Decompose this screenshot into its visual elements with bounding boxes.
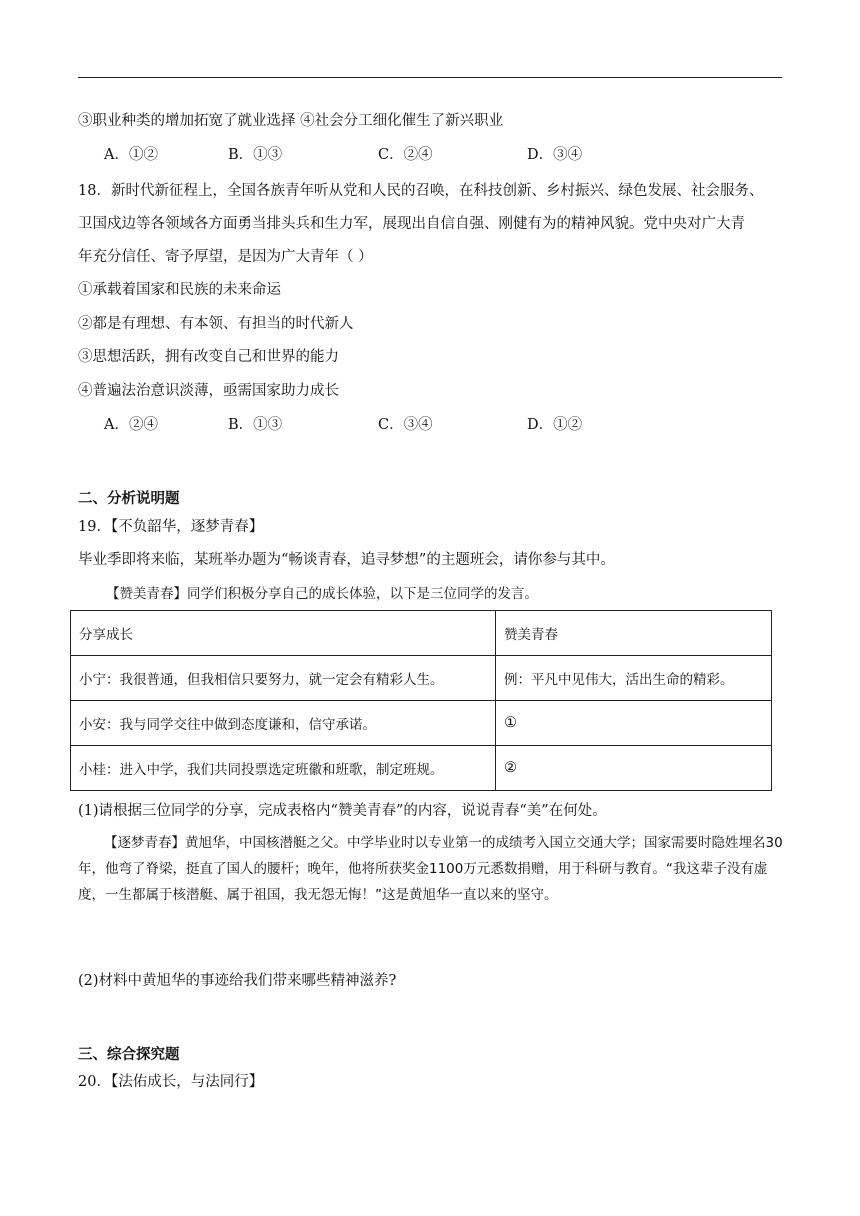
q18-item-4: ④普遍法治意识淡薄，亟需国家助力成长 <box>78 383 339 399</box>
table-cell: 小安：我与同学交往中做到态度谦和，信守承诺。 <box>71 701 496 746</box>
q18-item-2: ②都是有理想、有本领、有担当的时代新人 <box>78 316 354 332</box>
q18-stem-line2: 卫国戍边等各领域各方面勇当排头兵和生力军，展现出自信自强、刚健有为的精神风貌。党中央对广大青 <box>78 216 745 232</box>
section3-title: 三、综合探究题 <box>78 1046 180 1063</box>
q17-option-d: D．③④ <box>527 147 583 163</box>
q17-statement-tail: ③职业种类的增加拓宽了就业选择 ④社会分工细化催生了新兴职业 <box>78 113 504 129</box>
q19-zhumeng-paragraph: 【逐梦青春】黄旭华，中国核潜艇之父。中学毕业时以专业第一的成绩考入国立交通大学；国家需要时隐姓埋名30年，他弯了脊梁，挺直了国人的腰杆；晚年，他将所获奖金1100万元悉数捐赠，用于科研与教育。“我这辈子没有虚度，一生都属于核潜艇、属于祖国，我无怨无悔！”这是黄旭华一直以来的坚守。 <box>78 835 783 903</box>
q19-subquestion-1: (1)请根据三位同学的分享，完成表格内“赞美青春”的内容，说说青春“美”在何处。 <box>78 803 607 819</box>
q18-option-b: B．①③ <box>228 417 283 433</box>
q18-stem-line1: 18．新时代新征程上，全国各族青年听从党和人民的召唤，在科技创新、乡村振兴、绿色发展、社会服务、 <box>78 183 764 199</box>
header-rule <box>78 77 782 78</box>
q19-zanmei-lead: 【赞美青春】同学们积极分享自己的成长体验，以下是三位同学的发言。 <box>106 586 538 602</box>
table-header-row <box>71 611 772 656</box>
q19-title: 19．【不负韶华，逐梦青春】 <box>78 519 264 535</box>
q19-intro: 毕业季即将来临，某班举办题为“畅谈青春，追寻梦想”的主题班会，请你参与其中。 <box>78 552 615 568</box>
q18-option-a: A．②④ <box>104 417 158 433</box>
table-cell: 小桂：进入中学，我们共同投票选定班徽和班歌，制定班规。 <box>71 746 496 791</box>
q20-title: 20．【法佑成长，与法同行】 <box>78 1074 264 1090</box>
table-header-cell: 赞美青春 <box>496 611 772 656</box>
table-row <box>71 701 772 746</box>
sharing-table <box>70 610 772 791</box>
table-header-cell: 分享成长 <box>71 611 496 656</box>
q17-option-a: A．①② <box>104 147 158 163</box>
q18-option-c: C．③④ <box>378 417 433 433</box>
table-cell: 小宁：我很普通，但我相信只要努力，就一定会有精彩人生。 <box>71 656 496 701</box>
q17-option-b: B．①③ <box>228 147 283 163</box>
table-cell: ① <box>496 701 772 746</box>
section2-title: 二、分析说明题 <box>78 490 180 507</box>
table-row <box>71 656 772 701</box>
q18-item-1: ①承载着国家和民族的未来命运 <box>78 282 281 298</box>
q17-option-c: C．②④ <box>378 147 433 163</box>
q18-option-d: D．①② <box>527 417 583 433</box>
table-cell: 例：平凡中见伟大，活出生命的精彩。 <box>496 656 772 701</box>
q18-stem-line3: 年充分信任、寄予厚望，是因为广大青年（ ） <box>78 249 373 265</box>
q19-subquestion-2: (2)材料中黄旭华的事迹给我们带来哪些精神滋养? <box>78 973 397 989</box>
table-cell: ② <box>496 746 772 791</box>
table-row <box>71 746 772 791</box>
q18-item-3: ③思想活跃，拥有改变自己和世界的能力 <box>78 349 339 365</box>
